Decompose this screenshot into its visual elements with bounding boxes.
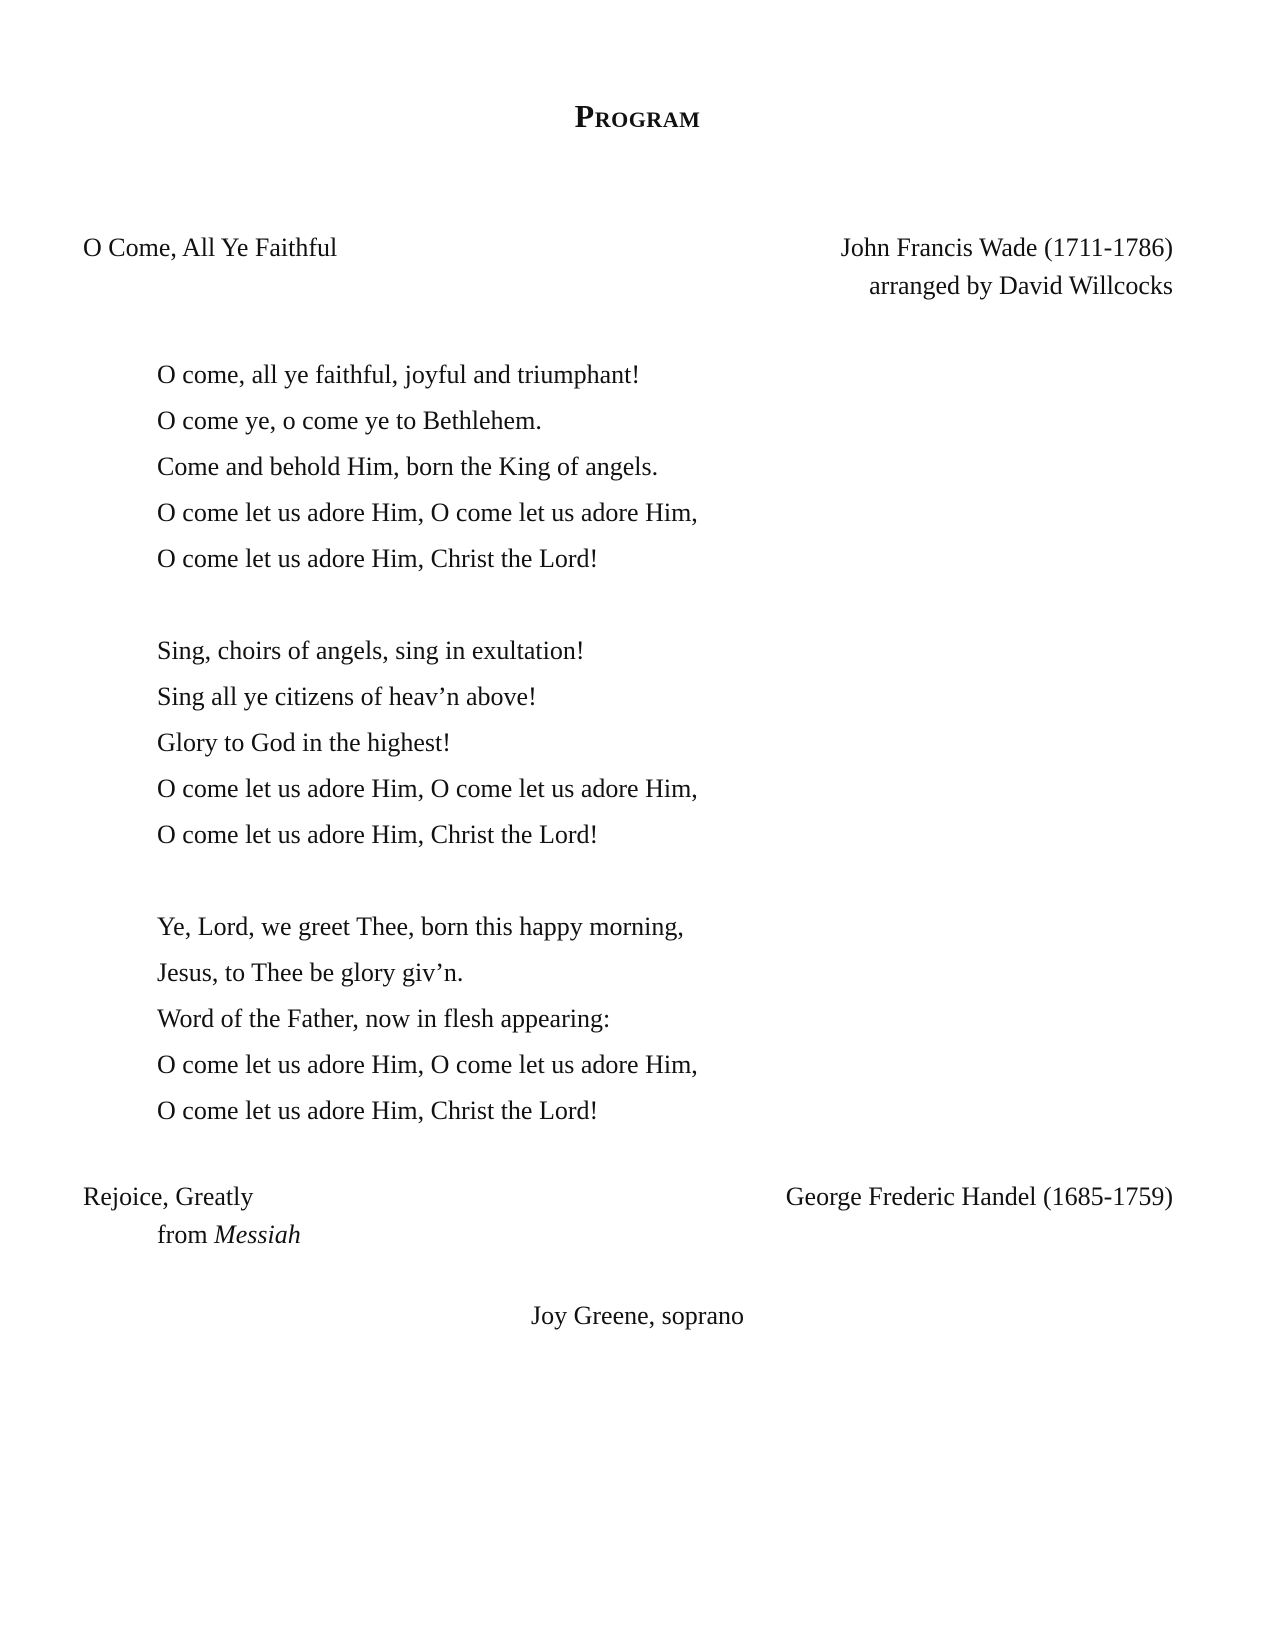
arranger: arranged by David Willcocks: [869, 271, 1173, 300]
lyric-line: O come ye, o come ye to Bethlehem.: [157, 406, 542, 435]
verse: [157, 352, 698, 582]
piece-credits: [841, 229, 1173, 305]
lyric-line: Word of the Father, now in flesh appearing:: [157, 1004, 611, 1033]
verse: [157, 628, 698, 858]
lyric-line: Glory to God in the highest!: [157, 728, 451, 757]
composer: John Francis Wade (1711-1786): [840, 233, 1173, 262]
piece-header: [83, 229, 1173, 309]
verse: [157, 904, 698, 1134]
piece-source: [157, 1216, 301, 1254]
lyric-line: O come let us adore Him, O come let us adore Him,: [157, 498, 698, 527]
lyric-line: Jesus, to Thee be glory giv’n.: [157, 958, 464, 987]
lyric-line: O come, all ye faithful, joyful and triumphant!: [157, 360, 641, 389]
performer: Joy Greene, soprano: [531, 1301, 744, 1330]
lyric-line: O come let us adore Him, Christ the Lord!: [157, 1096, 599, 1125]
source-prefix: from: [157, 1220, 208, 1249]
composer: George Frederic Handel (1685-1759): [785, 1182, 1173, 1211]
lyric-line: Sing, choirs of angels, sing in exultation!: [157, 636, 585, 665]
lyric-line: O come let us adore Him, O come let us adore Him,: [157, 1050, 698, 1079]
piece-header: [83, 1178, 1173, 1258]
lyric-line: O come let us adore Him, Christ the Lord!: [157, 820, 599, 849]
lyric-line: O come let us adore Him, O come let us adore Him,: [157, 774, 698, 803]
lyric-line: Come and behold Him, born the King of angels.: [157, 452, 659, 481]
lyric-line: Ye, Lord, we greet Thee, born this happy morning,: [157, 912, 684, 941]
lyric-line: O come let us adore Him, Christ the Lord!: [157, 544, 599, 573]
lyric-line: Sing all ye citizens of heav’n above!: [157, 682, 537, 711]
source-work: Messiah: [214, 1220, 301, 1249]
page-title: Program: [574, 98, 701, 134]
piece-title: O Come, All Ye Faithful: [83, 233, 338, 262]
piece-title: Rejoice, Greatly: [83, 1182, 254, 1211]
